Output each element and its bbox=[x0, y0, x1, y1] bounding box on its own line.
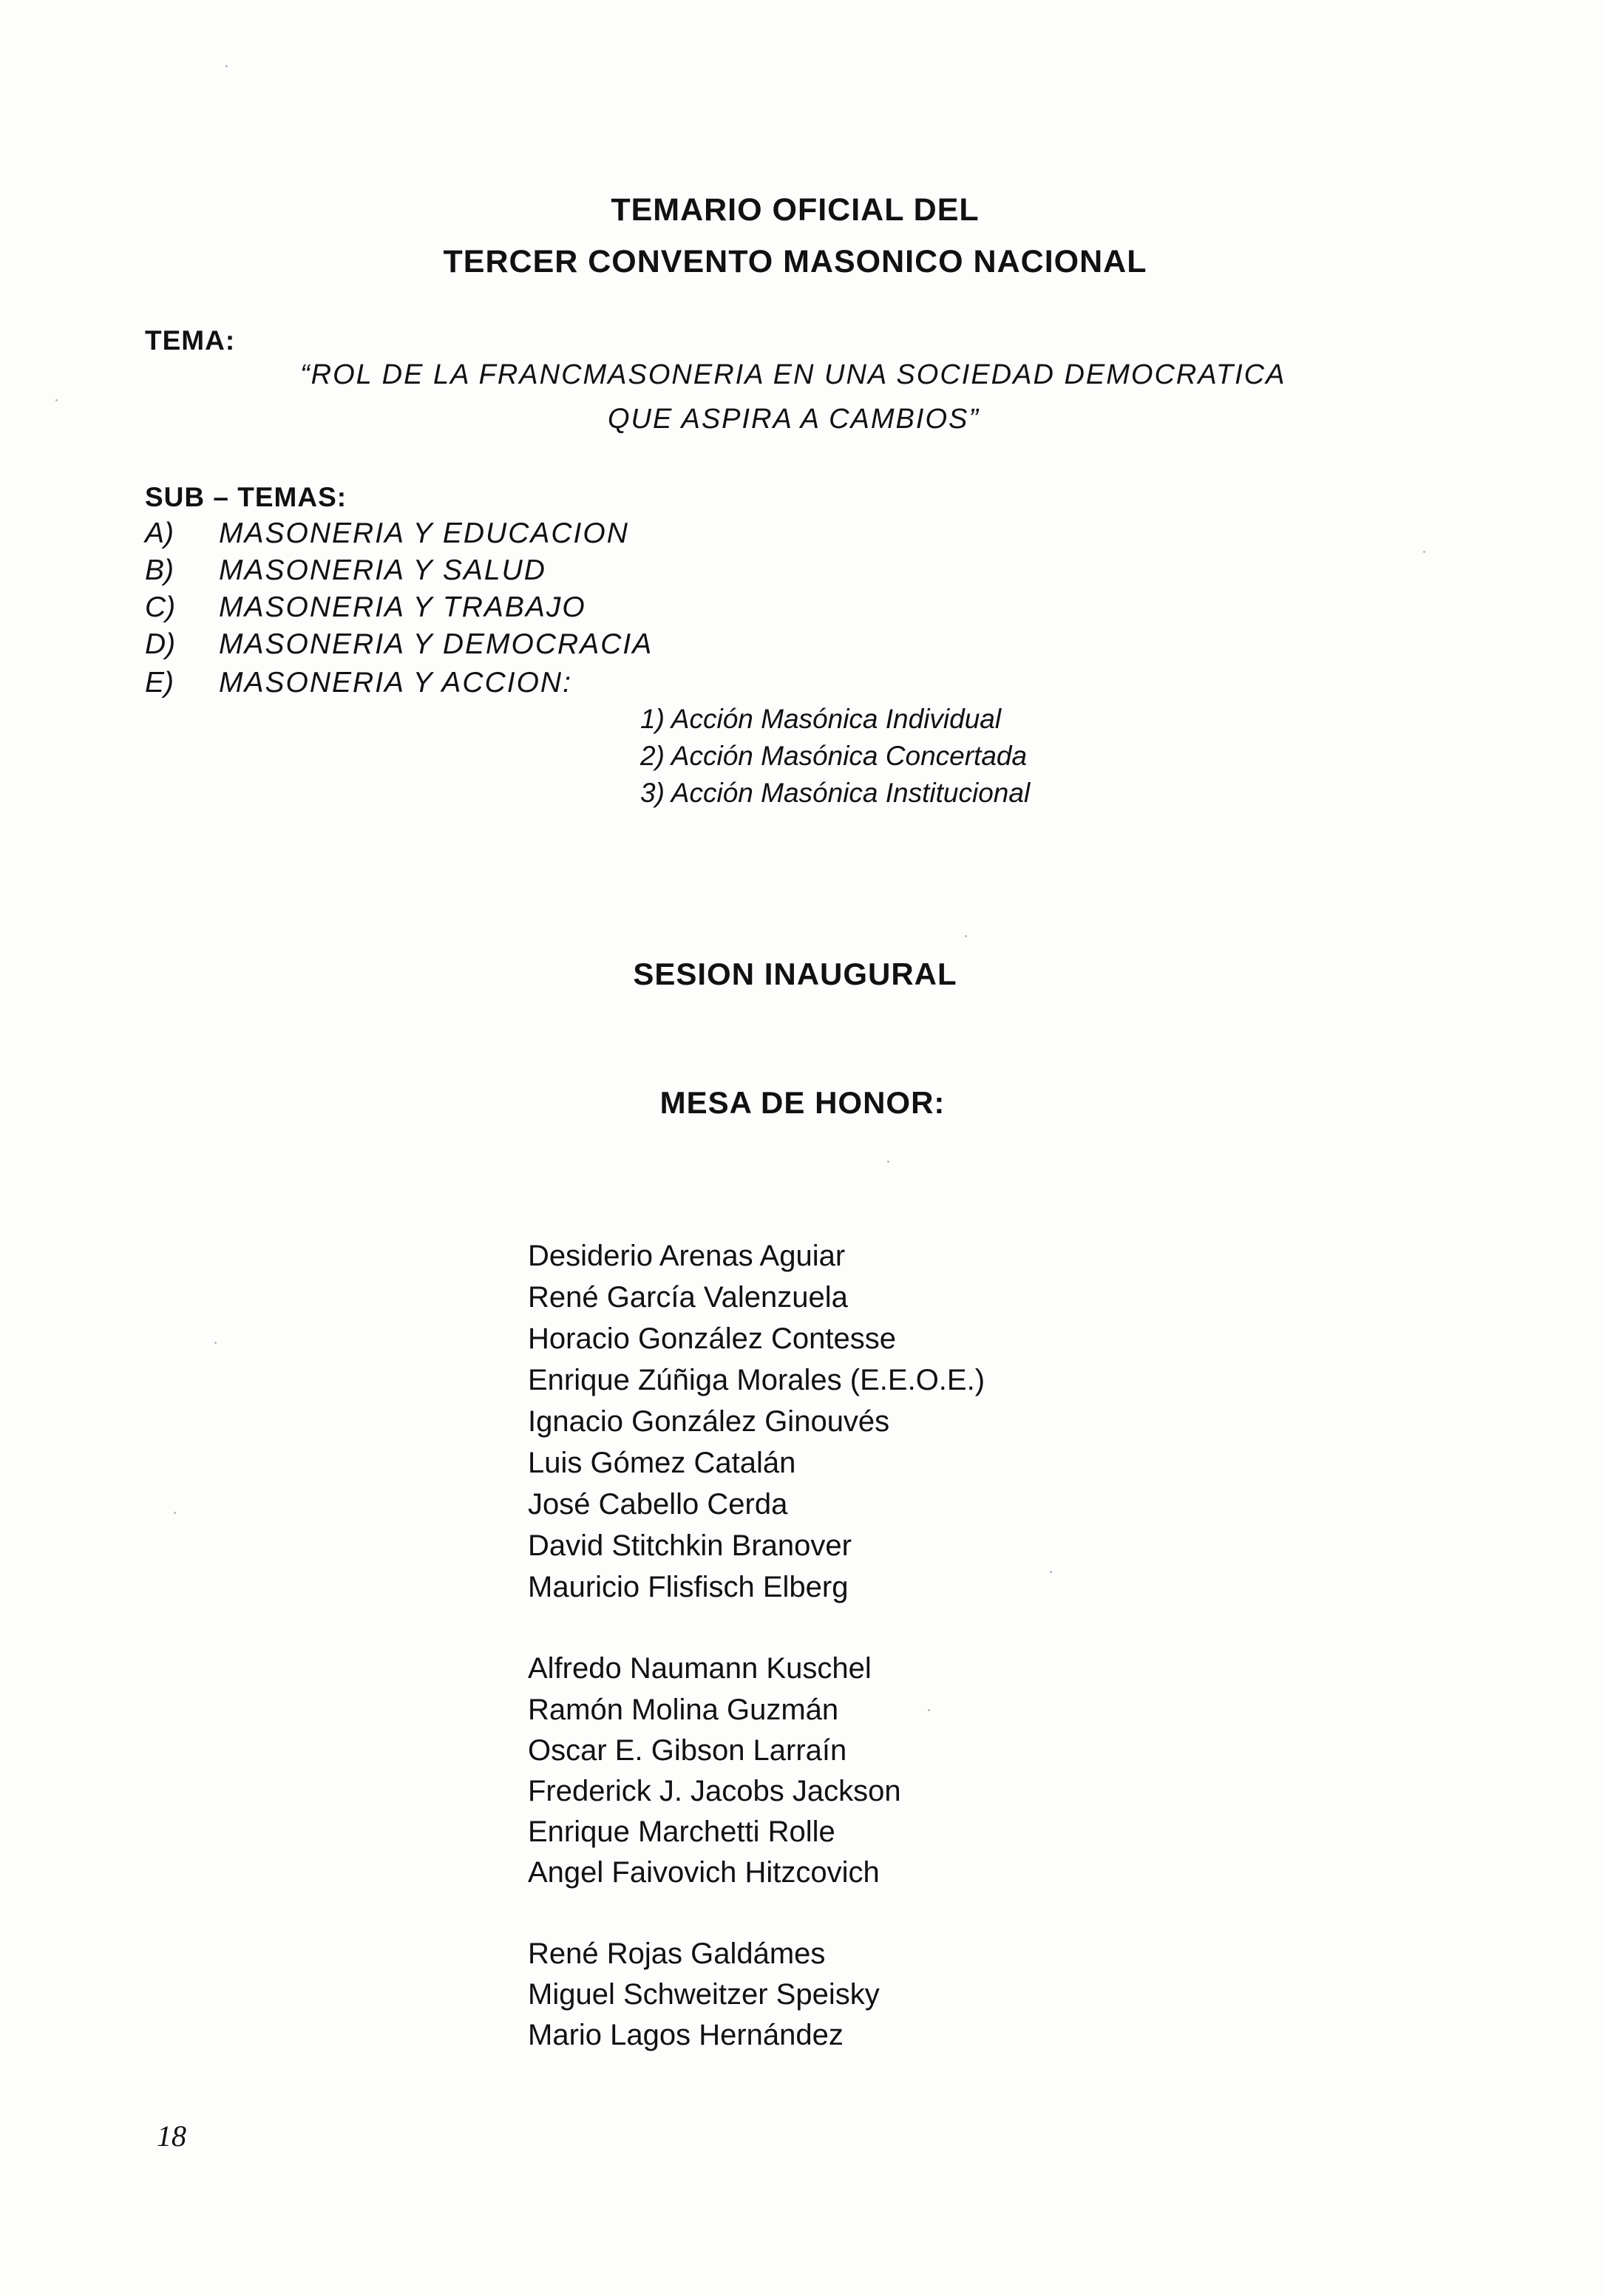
honor-name: José Cabello Cerda bbox=[528, 1488, 788, 1521]
honor-name: Enrique Marchetti Rolle bbox=[528, 1816, 835, 1848]
document-title-line-2: TERCER CONVENTO MASONICO NACIONAL bbox=[443, 244, 1147, 279]
subtema-item: MASONERIA Y SALUD bbox=[219, 554, 546, 586]
honor-name: Mauricio Flisfisch Elberg bbox=[528, 1571, 849, 1603]
honor-name: Angel Faivovich Hitzcovich bbox=[528, 1856, 880, 1889]
scan-speck bbox=[965, 935, 967, 937]
subtema-letter: E) bbox=[145, 667, 174, 699]
honor-name: Desiderio Arenas Aguiar bbox=[528, 1240, 846, 1272]
mesa-de-honor-heading: MESA DE HONOR: bbox=[659, 1085, 946, 1120]
accion-item: 2) Acción Masónica Concertada bbox=[640, 741, 1028, 771]
scan-speck bbox=[174, 1512, 176, 1514]
subtema-item: MASONERIA Y ACCION: bbox=[219, 667, 572, 699]
subtemas-label: SUB – TEMAS: bbox=[145, 482, 347, 512]
subtema-item: MASONERIA Y TRABAJO bbox=[219, 591, 586, 623]
subtema-letter: B) bbox=[145, 554, 174, 586]
scan-speck bbox=[1050, 1571, 1052, 1573]
honor-name: René García Valenzuela bbox=[528, 1281, 848, 1314]
scan-speck bbox=[55, 399, 58, 401]
tema-text-line-1: “ROL DE LA FRANCMASONERIA EN UNA SOCIEDAD DEMOCRATICA bbox=[300, 359, 1286, 390]
honor-name: Frederick J. Jacobs Jackson bbox=[528, 1775, 901, 1807]
scan-speck bbox=[887, 1161, 889, 1163]
honor-name: Horacio González Contesse bbox=[528, 1322, 897, 1355]
honor-name: Ignacio González Ginouvés bbox=[528, 1405, 890, 1438]
honor-name: René Rojas Galdámes bbox=[528, 1937, 826, 1970]
honor-name: Ramón Molina Guzmán bbox=[528, 1694, 839, 1726]
sesion-inaugural-heading: SESION INAUGURAL bbox=[633, 957, 957, 991]
tema-text-line-2: QUE ASPIRA A CAMBIOS” bbox=[608, 404, 980, 435]
scan-speck bbox=[1423, 551, 1425, 553]
subtema-item: MASONERIA Y DEMOCRACIA bbox=[219, 628, 654, 660]
page-number: 18 bbox=[157, 2119, 186, 2153]
honor-name: Enrique Zúñiga Morales (E.E.O.E.) bbox=[528, 1364, 985, 1396]
subtema-letter: D) bbox=[145, 628, 176, 660]
tema-label: TEMA: bbox=[145, 325, 236, 356]
honor-name: Miguel Schweitzer Speisky bbox=[528, 1978, 880, 2011]
scan-speck bbox=[928, 1709, 930, 1711]
document-title-line-1: TEMARIO OFICIAL DEL bbox=[611, 192, 980, 228]
honor-name: Luis Gómez Catalán bbox=[528, 1447, 796, 1479]
subtema-letter: C) bbox=[145, 591, 176, 623]
honor-name: Oscar E. Gibson Larraín bbox=[528, 1734, 847, 1767]
honor-name: David Stitchkin Branover bbox=[528, 1529, 852, 1562]
scan-speck bbox=[225, 65, 228, 67]
honor-name: Mario Lagos Hernández bbox=[528, 2019, 844, 2051]
scan-speck bbox=[214, 1342, 217, 1344]
subtema-letter: A) bbox=[145, 517, 174, 549]
accion-item: 3) Acción Masónica Institucional bbox=[640, 778, 1031, 808]
accion-item: 1) Acción Masónica Individual bbox=[640, 704, 1002, 734]
subtema-item: MASONERIA Y EDUCACION bbox=[219, 517, 629, 549]
honor-name: Alfredo Naumann Kuschel bbox=[528, 1652, 872, 1685]
